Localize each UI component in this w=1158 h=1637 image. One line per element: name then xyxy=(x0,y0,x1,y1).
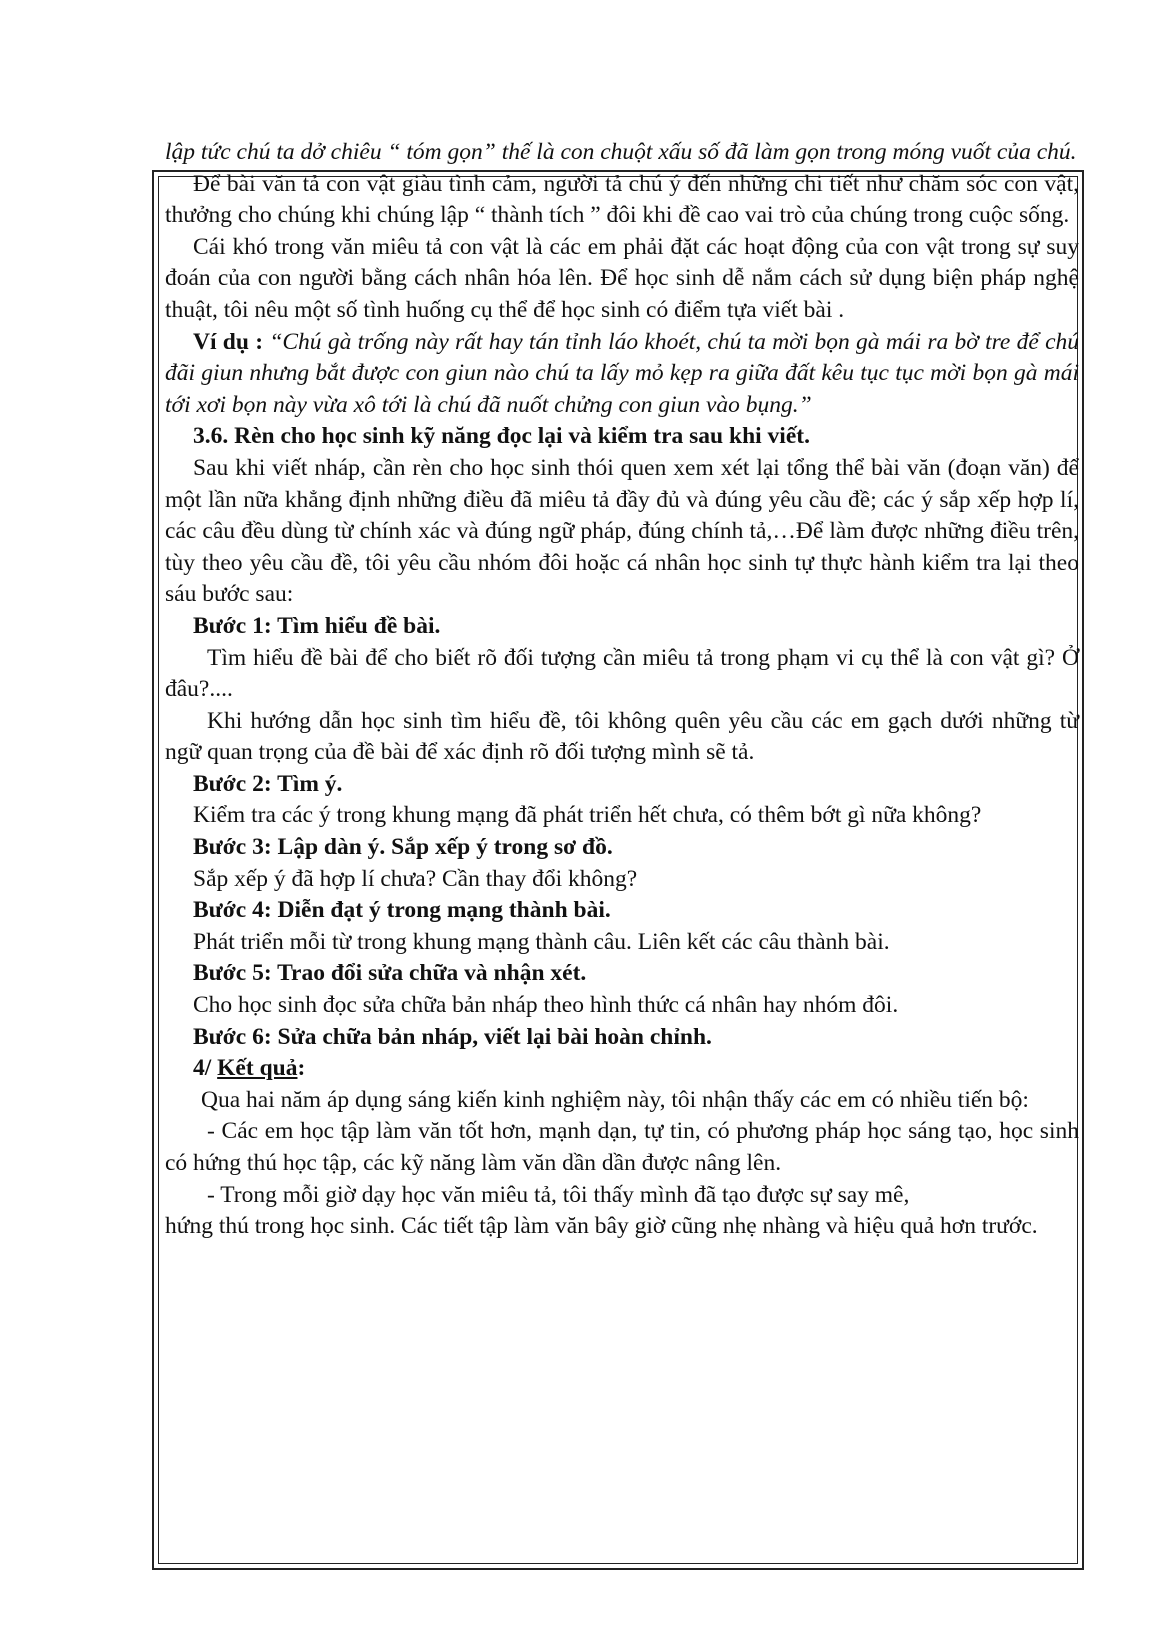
step-6-heading: Bước 6: Sửa chữa bản nháp, viết lại bài hoàn chỉnh. xyxy=(193,1023,712,1050)
paragraph-example xyxy=(165,327,1079,422)
step-2-heading: Bước 2: Tìm ý. xyxy=(193,770,343,797)
paragraph-emotion: Để bài văn tả con vật giàu tình cảm, người tả chú ý đến những chi tiết như chăm sóc con vật, thưởng cho chúng khi chúng lập “ thành tích ” đôi khi đề cao vai trò của chúng trong cuộc sống. xyxy=(165,170,1079,229)
paragraph-step-3: Sắp xếp ý đã hợp lí chưa? Cần thay đổi không? xyxy=(193,865,638,892)
paragraph-step-5: Cho học sinh đọc sửa chữa bản nháp theo hình thức cá nhân hay nhóm đôi. xyxy=(193,992,899,1019)
section-heading-4 xyxy=(165,1053,1079,1085)
paragraph-step-2: Kiểm tra các ý trong khung mạng đã phát triển hết chưa, có thêm bớt gì nữa không? xyxy=(193,802,982,829)
section-4-number: 4/ xyxy=(193,1055,218,1082)
section-heading-3-6: 3.6. Rèn cho học sinh kỹ năng đọc lại và kiểm tra sau khi viết. xyxy=(193,423,810,450)
paragraph-difficulty: Cái khó trong văn miêu tả con vật là các em phải đặt các hoạt động của con vật trong sự suy đoán của con người bằng cách nhân hóa lên. Để học sinh dễ nắm cách sử dụng biện pháp nghệ thuật, tôi nêu một số tình huống cụ thể để học sinh có điểm tựa viết bài . xyxy=(165,233,1079,323)
paragraph-step-1-b: Khi hướng dẫn học sinh tìm hiểu đề, tôi không quên yêu cầu các em gạch dưới những từ ngữ quan trọng của đề bài để xác định rõ đối tượng mình sẽ tả. xyxy=(165,707,1079,766)
example-label: Ví dụ : xyxy=(193,328,270,355)
paragraph-step-1-a: Tìm hiểu đề bài để cho biết rõ đối tượng cần miêu tả trong phạm vi cụ thể là con vật gì? Ở đâu?.... xyxy=(165,644,1079,703)
result-item-2-line-2: hứng thú trong học sinh. Các tiết tập làm văn bây giờ cũng nhẹ nhàng và hiệu quả hơn trước. xyxy=(165,1213,1038,1240)
paragraph-step-4: Phát triển mỗi từ trong khung mạng thành câu. Liên kết các câu thành bài. xyxy=(193,928,890,955)
section-4-colon: : xyxy=(297,1055,306,1082)
result-item-2-line-1: - Trong mỗi giờ dạy học văn miêu tả, tôi thấy mình đã tạo được sự say mê, xyxy=(207,1181,910,1208)
step-3-heading: Bước 3: Lập dàn ý. Sắp xếp ý trong sơ đồ. xyxy=(193,834,613,861)
step-1-heading: Bước 1: Tìm hiểu đề bài. xyxy=(193,612,441,639)
result-item-1: - Các em học tập làm văn tốt hơn, mạnh dạn, tự tin, có phương pháp học sáng tạo, học sinh có hứng thú học tập, các kỹ năng làm văn dần dần được nâng lên. xyxy=(165,1118,1079,1176)
paragraph-results-intro: Qua hai năm áp dụng sáng kiến kinh nghiệm này, tôi nhận thấy các em có nhiều tiến bộ: xyxy=(201,1086,1029,1113)
step-4-heading: Bước 4: Diễn đạt ý trong mạng thành bài. xyxy=(193,897,611,924)
paragraph-cat-continuation: lập tức chú ta dở chiêu “ tóm gọn” thế là con chuột xấu số đã làm gọn trong móng vuốt của chú. xyxy=(165,139,1077,165)
example-text: “Chú gà trống này rất hay tán tỉnh láo khoét, chú ta mời bọn gà mái ra bờ tre để chú đãi giun nhưng bắt được con giun nào chú ta lấy mỏ kẹp ra giữa đất kêu tục tục mời bọn gà mái tới xơi bọn này vừa xô tới là chú đã nuốt chửng con giun vào bụng.” xyxy=(165,328,1079,418)
paragraph-review: Sau khi viết nháp, cần rèn cho học sinh thói quen xem xét lại tổng thể bài văn (đoạn văn) để một lần nữa khẳng định những điều đã miêu tả đầy đủ và đúng yêu cầu đề; các ý sắp xếp hợp lí, các câu đều dùng từ chính xác và đúng ngữ pháp, đúng chính tả,…Để làm được những điều trên, tùy theo yêu cầu đề, tôi yêu cầu nhóm đôi hoặc cá nhân học sinh tự thực hành kiểm tra lại theo sáu bước sau: xyxy=(165,454,1079,608)
step-5-heading: Bước 5: Trao đổi sửa chữa và nhận xét. xyxy=(193,960,587,987)
document-body xyxy=(165,137,1079,1243)
section-4-title: Kết quả xyxy=(217,1055,298,1082)
